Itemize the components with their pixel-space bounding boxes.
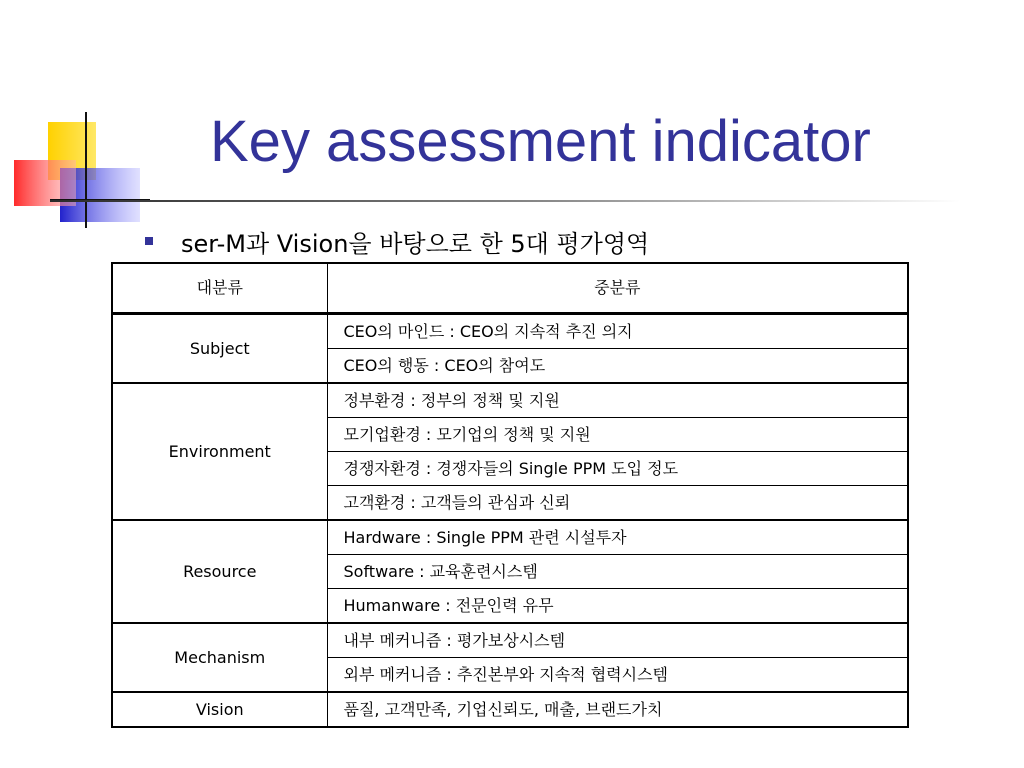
table-row: [112, 520, 908, 555]
subcategory-cell: 고객환경 : 고객들의 관심과 신뢰: [327, 486, 908, 521]
bullet-line: [145, 224, 649, 258]
subcategory-cell: Software : 교육훈련시스템: [327, 555, 908, 589]
subcategory-cell: 내부 메커니즘 : 평가보상시스템: [327, 623, 908, 658]
header-subcategory: 중분류: [327, 263, 908, 314]
assessment-table: [111, 262, 909, 728]
page-title: Key assessment indicator: [210, 109, 871, 174]
subcategory-cell: CEO의 행동 : CEO의 참여도: [327, 349, 908, 384]
subcategory-cell: 품질, 고객만족, 기업신뢰도, 매출, 브랜드가치: [327, 692, 908, 727]
table-header-row: [112, 263, 908, 314]
subcategory-cell: Hardware : Single PPM 관련 시설투자: [327, 520, 908, 555]
category-cell: Mechanism: [112, 623, 327, 692]
category-cell: Vision: [112, 692, 327, 727]
category-cell: Subject: [112, 314, 327, 384]
table-body: [112, 314, 908, 728]
header-category: 대분류: [112, 263, 327, 314]
title-underline: [50, 200, 960, 202]
table-row: [112, 692, 908, 727]
table-row: [112, 623, 908, 658]
bullet-square-icon: [145, 237, 153, 245]
subcategory-cell: 정부환경 : 정부의 정책 및 지원: [327, 383, 908, 418]
subcategory-cell: 모기업환경 : 모기업의 정책 및 지원: [327, 418, 908, 452]
title-decoration: [0, 0, 160, 240]
table-row: [112, 383, 908, 418]
category-cell: Environment: [112, 383, 327, 520]
subcategory-cell: 경쟁자환경 : 경쟁자들의 Single PPM 도입 정도: [327, 452, 908, 486]
subcategory-cell: CEO의 마인드 : CEO의 지속적 추진 의지: [327, 314, 908, 349]
subcategory-cell: 외부 메커니즘 : 추진본부와 지속적 협력시스템: [327, 658, 908, 693]
table-row: [112, 314, 908, 349]
category-cell: Resource: [112, 520, 327, 623]
bullet-text: ser-M과 Vision을 바탕으로 한 5대 평가영역: [181, 229, 650, 258]
subcategory-cell: Humanware : 전문인력 유무: [327, 589, 908, 624]
